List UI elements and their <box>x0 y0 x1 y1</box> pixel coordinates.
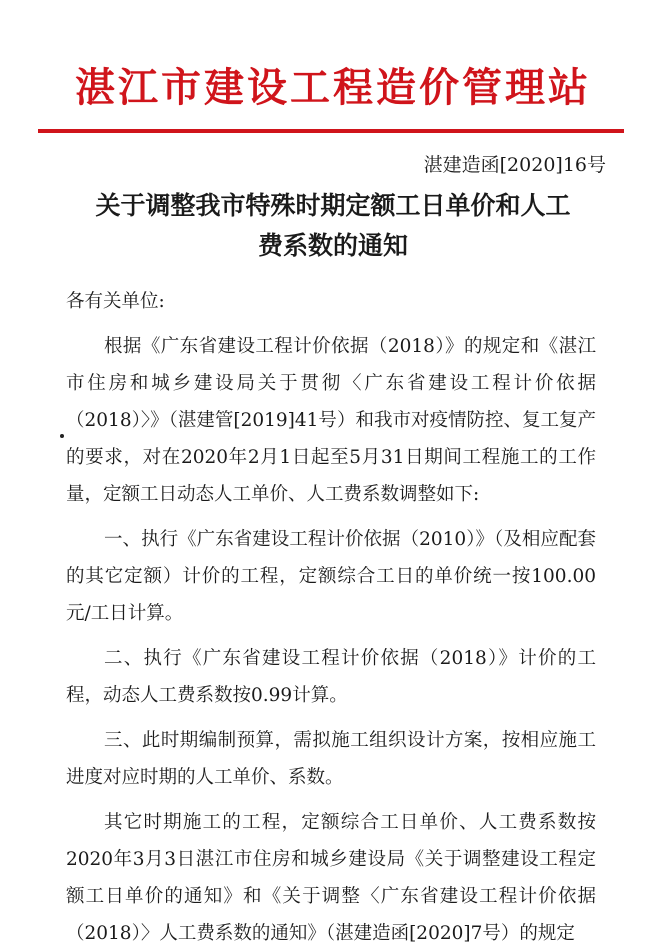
paragraph-item-1: 一、执行《广东省建设工程计价依据（2010）》（及相应配套的其它定额）计价的工程，定额综合工日的单价统一按100.00元/工日计算。 <box>66 529 596 624</box>
letterhead-title: 湛江市建设工程造价管理站 <box>75 64 591 111</box>
paragraph-intro: 根据《广东省建设工程计价依据（2018）》的规定和《湛江市住房和城乡建设局关于贯彻〈广东省建设工程计价依据（2018）〉》（湛建管[2019]41号）和我市对疫情防控、复工复产的要求，对在2020年2月1日起至5月31日期间工程施工的工作量，定额工日动态人工单价、人工费系数调整如下: <box>66 336 596 505</box>
paragraph-item-3: 三、此时期编制预算，需拟施工组织设计方案，按相应施工进度对应时期的人工单价、系数。 <box>66 730 596 788</box>
salutation: 各有关单位: <box>66 291 165 312</box>
document-number: 湛建造函[2020]16号 <box>423 154 606 176</box>
notice-body <box>66 283 596 952</box>
title-line-1: 关于调整我市特殊时期定额工日单价和人工 <box>95 191 571 220</box>
stray-mark <box>60 434 64 438</box>
paragraph-other-periods: 其它时期施工的工程，定额综合工日单价、人工费系数按2020年3月3日湛江市住房和城乡建设局《关于调整建设工程定额工日单价的通知》和《关于调整〈广东省建设工程计价依据（2018）〉人工费系数的通知》（湛建造函[2020]7号）的规定 <box>66 812 596 944</box>
paragraph-item-2: 二、执行《广东省建设工程计价依据（2018）》计价的工程，动态人工费系数按0.99计算。 <box>66 648 596 706</box>
title-line-2: 费系数的通知 <box>257 231 408 260</box>
notice-title <box>60 186 606 266</box>
header-divider <box>38 129 624 133</box>
